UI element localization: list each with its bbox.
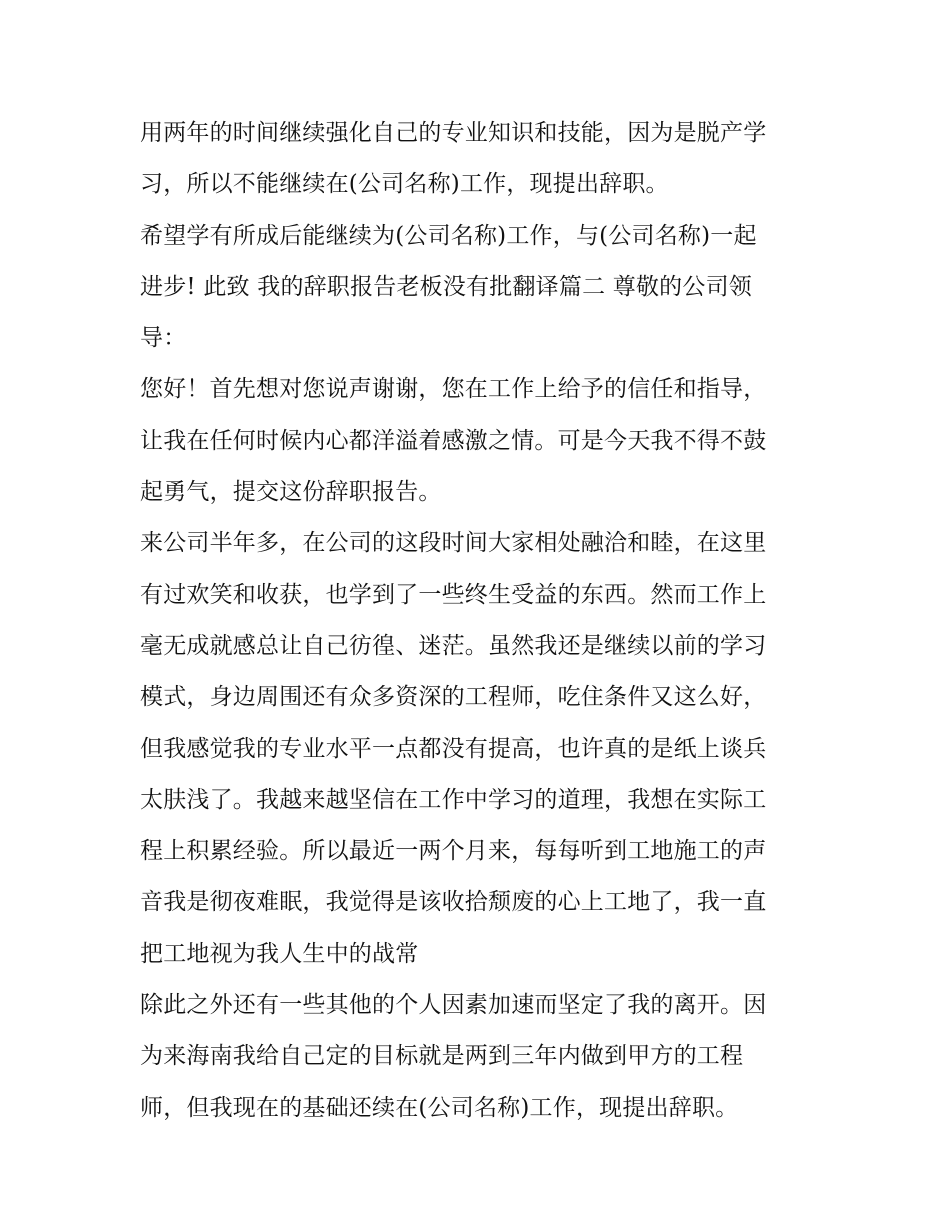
text-line: 希望学有所成后能继续为(公司名称)工作，与(公司名称)一起 — [140, 222, 757, 249]
text-line: 来公司半年多，在公司的这段时间大家相处融洽和睦，在这里 — [140, 530, 767, 557]
text-line: 导： — [140, 325, 187, 352]
text-line: 用两年的时间继续强化自己的专业知识和技能，因为是脱产学 — [140, 120, 767, 146]
document-body — [140, 108, 820, 1134]
text-line: 毫无成就感总让自己彷徨、迷茫。虽然我还是继续以前的学习 — [140, 632, 767, 659]
text-line: 程上积累经验。所以最近一两个月来，每每听到工地施工的声 — [140, 838, 767, 865]
text-line: 但我感觉我的专业水平一点都没有提高，也许真的是纸上谈兵 — [140, 735, 767, 762]
text-line: 模式，身边周围还有众多资深的工程师，吃住条件又这么好， — [140, 684, 767, 711]
text-line: 为来海南我给自己定的目标就是两到三年内做到甲方的工程 — [140, 1043, 744, 1070]
text-line: 让我在任何时候内心都洋溢着感激之情。可是今天我不得不鼓 — [140, 427, 767, 454]
text-line: 除此之外还有一些其他的个人因素加速而坚定了我的离开。因 — [140, 992, 767, 1019]
text-line: 起勇气，提交这份辞职报告。 — [140, 479, 442, 506]
text-line: 把工地视为我人生中的战常 — [140, 940, 419, 967]
text-line: 有过欢笑和收获，也学到了一些终生受益的东西。然而工作上 — [140, 581, 767, 608]
text-line: 师，但我现在的基础还续在(公司名称)工作，现提出辞职。 — [140, 1094, 739, 1121]
text-line: 进步! 此致 我的辞职报告老板没有批翻译篇二 尊敬的公司领 — [140, 273, 752, 300]
text-line: 您好！首先想对您说声谢谢，您在工作上给予的信任和指导， — [140, 376, 767, 403]
text-line: 习，所以不能继续在(公司名称)工作，现提出辞职。 — [140, 171, 669, 198]
text-line: 音我是彻夜难眠，我觉得是该收拾颓废的心上工地了，我一直 — [140, 889, 767, 916]
text-line: 太肤浅了。我越来越坚信在工作中学习的道理，我想在实际工 — [140, 786, 767, 813]
